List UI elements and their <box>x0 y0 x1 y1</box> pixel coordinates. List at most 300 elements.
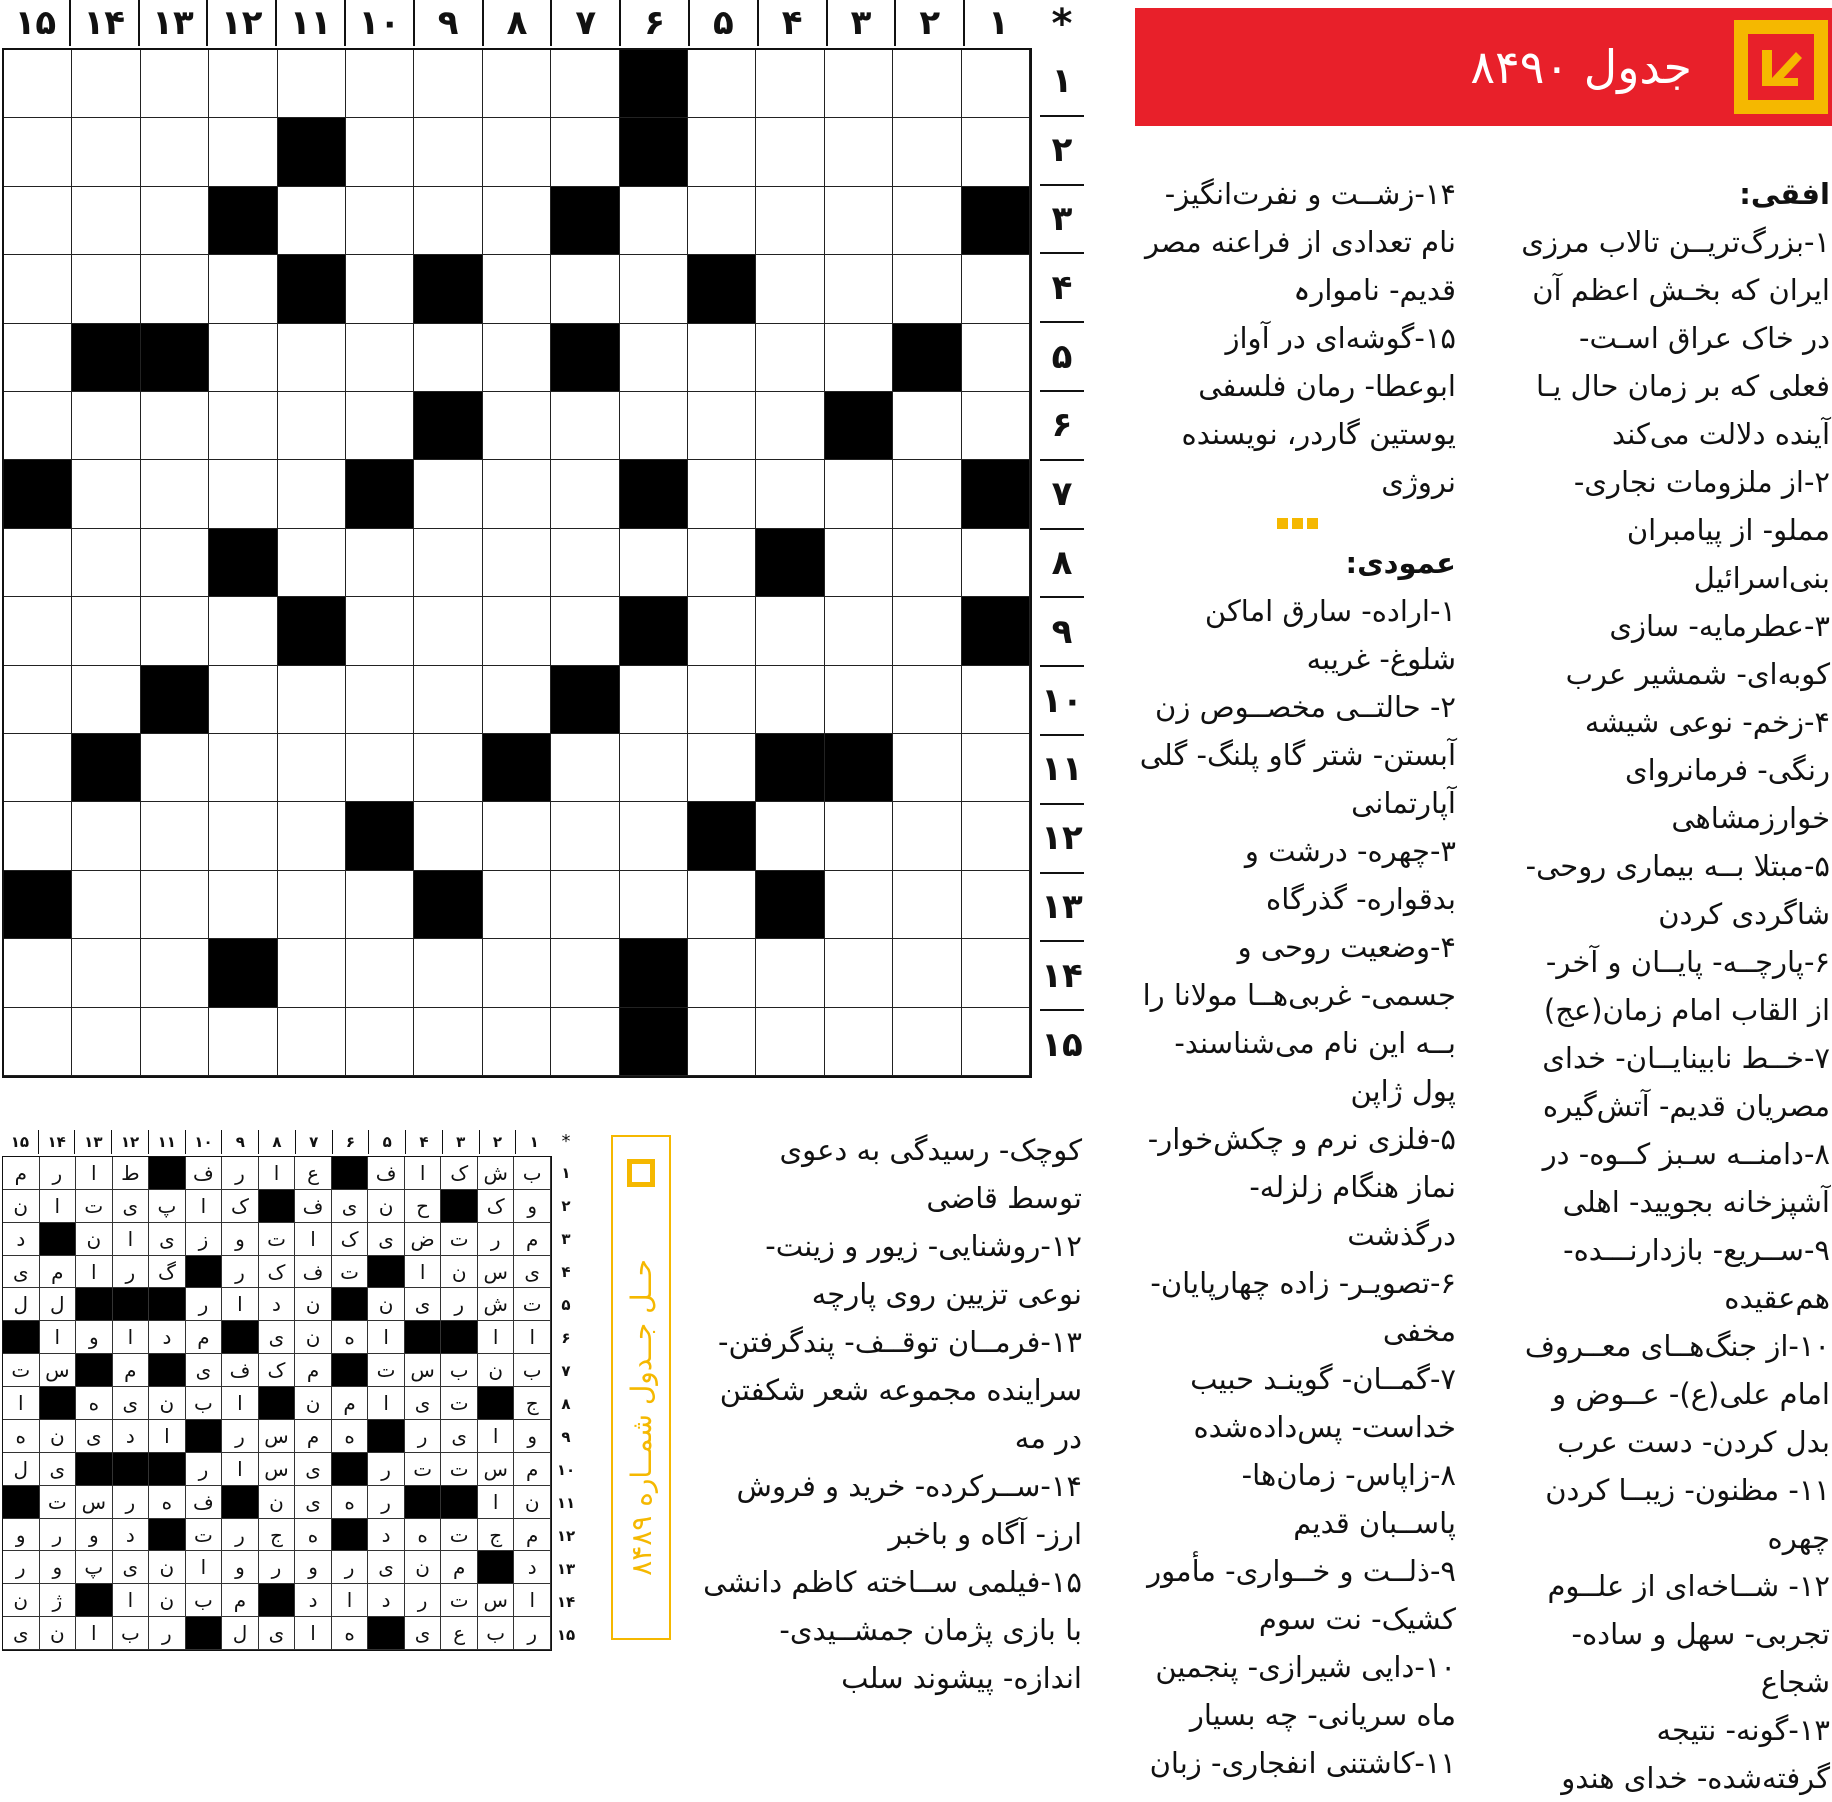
solution-cell: ه <box>332 1420 369 1453</box>
grid-cell[interactable] <box>893 118 961 186</box>
grid-cell[interactable] <box>620 392 688 460</box>
grid-cell[interactable] <box>962 50 1030 118</box>
grid-cell[interactable] <box>688 324 756 392</box>
grid-cell[interactable] <box>278 392 346 460</box>
grid-cell[interactable] <box>278 939 346 1007</box>
solution-cell: ا <box>186 1551 223 1584</box>
grid-cell[interactable] <box>551 871 619 939</box>
grid-cell[interactable] <box>756 187 824 255</box>
grid-cell[interactable] <box>141 871 209 939</box>
solution-cell: م <box>113 1354 150 1387</box>
solution-row-number: ۸ <box>561 1394 571 1413</box>
grid-cell[interactable] <box>414 939 482 1007</box>
clue-item: ۳-عطرمایه- سازی کوبه‌ای- شمشیر عرب <box>1565 609 1830 691</box>
row-number: ۱۱ <box>1040 734 1084 803</box>
grid-cell[interactable] <box>825 50 893 118</box>
grid-cell[interactable] <box>72 939 140 1007</box>
solution-cell: د <box>368 1519 405 1552</box>
grid-cell[interactable] <box>551 529 619 597</box>
grid-cell[interactable] <box>483 1008 551 1076</box>
grid-cell[interactable] <box>893 871 961 939</box>
grid-cell[interactable] <box>4 734 72 802</box>
grid-cell[interactable] <box>209 392 277 460</box>
solution-cell: ی <box>3 1256 40 1289</box>
solution-cell: ه <box>332 1486 369 1519</box>
clue-item: ۴-زخم- نوعی شیشه رنگی- فرمانروای خوارزمشاهی <box>1584 705 1830 835</box>
grid-cell[interactable] <box>141 1008 209 1076</box>
solution-cell: ا <box>478 1321 515 1354</box>
clue-item: ۵-فلزی نرم و چکش‌خوار- نماز هنگام زلزله- درگذشت <box>1147 1122 1456 1252</box>
grid-cell[interactable] <box>756 802 824 870</box>
grid-cell[interactable] <box>346 324 414 392</box>
solution-row-number: ۱ <box>561 1163 571 1182</box>
grid-cell[interactable] <box>893 734 961 802</box>
grid-cell[interactable] <box>893 460 961 528</box>
grid-cell[interactable] <box>346 1008 414 1076</box>
grid-cell[interactable] <box>551 597 619 665</box>
grid-cell[interactable] <box>346 529 414 597</box>
grid-cell[interactable] <box>483 871 551 939</box>
solution-black-cell <box>222 1321 259 1354</box>
grid-cell[interactable] <box>346 50 414 118</box>
grid-cell[interactable] <box>483 50 551 118</box>
grid-cell[interactable] <box>278 529 346 597</box>
crossword-grid <box>2 48 1032 1078</box>
grid-cell[interactable] <box>4 529 72 597</box>
grid-cell[interactable] <box>483 597 551 665</box>
grid-cell[interactable] <box>825 255 893 323</box>
grid-cell[interactable] <box>4 1008 72 1076</box>
grid-cell[interactable] <box>141 118 209 186</box>
solution-black-cell <box>368 1256 405 1289</box>
clue-item: ۱۳-گونه- نتیجه گرفته‌شده- خدای هندو <box>1561 1713 1830 1795</box>
grid-cell[interactable] <box>4 118 72 186</box>
solution-cell: ی <box>295 1453 332 1486</box>
grid-cell[interactable] <box>141 187 209 255</box>
solution-cell: س <box>259 1453 296 1486</box>
grid-cell[interactable] <box>962 255 1030 323</box>
grid-black-cell <box>756 529 824 597</box>
solution-cell: م <box>514 1519 551 1552</box>
grid-cell[interactable] <box>551 1008 619 1076</box>
grid-cell[interactable] <box>756 324 824 392</box>
solution-black-cell <box>40 1387 77 1420</box>
solution-black-cell <box>259 1584 296 1617</box>
grid-cell[interactable] <box>893 1008 961 1076</box>
clue-item: ۵-مبتلا بــه بیماری روحی- شاگردی کردن <box>1525 849 1830 931</box>
grid-cell[interactable] <box>346 255 414 323</box>
solution-cell: ا <box>113 1223 150 1256</box>
solution-black-cell <box>332 1354 369 1387</box>
grid-cell[interactable] <box>72 871 140 939</box>
grid-cell[interactable] <box>962 118 1030 186</box>
grid-cell[interactable] <box>756 118 824 186</box>
solution-cell: و <box>222 1223 259 1256</box>
grid-cell[interactable] <box>756 50 824 118</box>
grid-cell[interactable] <box>893 939 961 1007</box>
grid-cell[interactable] <box>483 460 551 528</box>
grid-cell[interactable] <box>551 118 619 186</box>
grid-cell[interactable] <box>414 1008 482 1076</box>
grid-cell[interactable] <box>209 802 277 870</box>
grid-cell[interactable] <box>551 460 619 528</box>
solution-cell: س <box>259 1420 296 1453</box>
solution-cell: ف <box>295 1190 332 1223</box>
solution-cell: ی <box>405 1617 442 1650</box>
row-numbers <box>1040 48 1084 1078</box>
grid-cell[interactable] <box>278 666 346 734</box>
grid-cell[interactable] <box>141 460 209 528</box>
grid-cell[interactable] <box>414 529 482 597</box>
solution-cell: ک <box>332 1223 369 1256</box>
column-number: ۱۲ <box>206 0 275 46</box>
grid-cell[interactable] <box>346 392 414 460</box>
grid-black-cell <box>483 734 551 802</box>
grid-cell[interactable] <box>4 392 72 460</box>
grid-cell[interactable] <box>962 734 1030 802</box>
grid-cell[interactable] <box>346 734 414 802</box>
grid-cell[interactable] <box>893 187 961 255</box>
grid-cell[interactable] <box>825 118 893 186</box>
solution-cell: ا <box>295 1617 332 1650</box>
grid-cell[interactable] <box>688 392 756 460</box>
grid-cell[interactable] <box>551 392 619 460</box>
solution-cell: ر <box>368 1453 405 1486</box>
solution-cell: ن <box>76 1223 113 1256</box>
grid-cell[interactable] <box>4 187 72 255</box>
solution-cell: ع <box>441 1617 478 1650</box>
grid-cell[interactable] <box>4 597 72 665</box>
grid-cell[interactable] <box>962 666 1030 734</box>
clue-item: ۱۰-دایی شیرازی- پنجمین ماه سریانی- چه بسیار <box>1155 1650 1456 1732</box>
grid-cell[interactable] <box>688 460 756 528</box>
grid-cell[interactable] <box>141 939 209 1007</box>
grid-cell[interactable] <box>962 392 1030 460</box>
grid-cell[interactable] <box>962 939 1030 1007</box>
solution-cell: ن <box>3 1190 40 1223</box>
grid-cell[interactable] <box>209 118 277 186</box>
solution-black-cell <box>3 1486 40 1519</box>
grid-cell[interactable] <box>756 939 824 1007</box>
grid-cell[interactable] <box>688 734 756 802</box>
grid-cell[interactable] <box>893 597 961 665</box>
solution-cell: ر <box>332 1551 369 1584</box>
solution-cell: م <box>295 1354 332 1387</box>
grid-cell[interactable] <box>209 324 277 392</box>
clue-item: ۷-خــط نابینایــان- خدای مصریان قدیم- آتش‌گیره <box>1542 1041 1830 1123</box>
grid-cell[interactable] <box>414 734 482 802</box>
grid-cell[interactable] <box>893 392 961 460</box>
arrow-icon <box>1748 34 1814 100</box>
solution-cell: ر <box>149 1617 186 1650</box>
grid-cell[interactable] <box>620 187 688 255</box>
grid-black-cell <box>962 460 1030 528</box>
grid-cell[interactable] <box>4 255 72 323</box>
grid-cell[interactable] <box>414 324 482 392</box>
grid-black-cell <box>620 118 688 186</box>
grid-cell[interactable] <box>551 802 619 870</box>
grid-cell[interactable] <box>620 255 688 323</box>
grid-cell[interactable] <box>483 802 551 870</box>
grid-cell[interactable] <box>756 597 824 665</box>
solution-cell: م <box>3 1157 40 1190</box>
column-numbers <box>2 0 1032 46</box>
grid-cell[interactable] <box>346 939 414 1007</box>
solution-black-cell <box>405 1321 442 1354</box>
grid-cell[interactable] <box>278 50 346 118</box>
solution-column-number: ۱۳ <box>74 1130 111 1154</box>
grid-cell[interactable] <box>346 871 414 939</box>
grid-cell[interactable] <box>346 187 414 255</box>
grid-cell[interactable] <box>72 118 140 186</box>
grid-cell[interactable] <box>209 597 277 665</box>
grid-black-cell <box>4 871 72 939</box>
clue-item: ۱-بزرگ‌تریــن تالاب مرزی ایران که بخـش اعظم آن در خاک عراق اسـت- فعلی که بر زمان حال یـا آینده دلالت می‌کند <box>1521 225 1830 451</box>
row-number: ۱۲ <box>1040 803 1084 872</box>
grid-cell[interactable] <box>620 529 688 597</box>
grid-cell[interactable] <box>4 939 72 1007</box>
solution-cell: ت <box>368 1354 405 1387</box>
grid-cell[interactable] <box>551 939 619 1007</box>
solution-column-number: ۳ <box>442 1130 479 1154</box>
grid-cell[interactable] <box>414 118 482 186</box>
grid-cell[interactable] <box>4 50 72 118</box>
grid-black-cell <box>688 255 756 323</box>
solution-logo-icon <box>627 1159 655 1187</box>
grid-cell[interactable] <box>414 50 482 118</box>
grid-cell[interactable] <box>72 529 140 597</box>
grid-cell[interactable] <box>483 255 551 323</box>
grid-cell[interactable] <box>756 460 824 528</box>
grid-cell[interactable] <box>893 802 961 870</box>
solution-cell: م <box>222 1584 259 1617</box>
solution-cell: ک <box>222 1190 259 1223</box>
solution-cell: ا <box>222 1288 259 1321</box>
grid-cell[interactable] <box>141 50 209 118</box>
grid-cell[interactable] <box>278 871 346 939</box>
solution-cell: ض <box>405 1223 442 1256</box>
grid-black-cell <box>414 255 482 323</box>
grid-cell[interactable] <box>483 187 551 255</box>
grid-cell[interactable] <box>278 1008 346 1076</box>
grid-cell[interactable] <box>72 50 140 118</box>
grid-cell[interactable] <box>825 324 893 392</box>
grid-cell[interactable] <box>688 871 756 939</box>
solution-cell: ی <box>186 1354 223 1387</box>
grid-cell[interactable] <box>620 734 688 802</box>
grid-cell[interactable] <box>209 460 277 528</box>
grid-cell[interactable] <box>141 255 209 323</box>
grid-cell[interactable] <box>278 734 346 802</box>
grid-cell[interactable] <box>141 392 209 460</box>
grid-cell[interactable] <box>72 1008 140 1076</box>
grid-cell[interactable] <box>141 597 209 665</box>
grid-cell[interactable] <box>414 187 482 255</box>
grid-cell[interactable] <box>346 597 414 665</box>
solution-cell: م <box>441 1551 478 1584</box>
grid-cell[interactable] <box>962 802 1030 870</box>
grid-cell[interactable] <box>893 666 961 734</box>
header-banner <box>1135 8 1832 126</box>
grid-cell[interactable] <box>756 392 824 460</box>
grid-cell[interactable] <box>551 255 619 323</box>
grid-cell[interactable] <box>620 802 688 870</box>
grid-cell[interactable] <box>72 187 140 255</box>
grid-cell[interactable] <box>688 939 756 1007</box>
solution-cell: م <box>295 1420 332 1453</box>
grid-cell[interactable] <box>893 529 961 597</box>
grid-cell[interactable] <box>4 802 72 870</box>
grid-cell[interactable] <box>209 666 277 734</box>
solution-black-cell <box>76 1584 113 1617</box>
solution-row-number: ۹ <box>561 1427 571 1446</box>
clue-item: ۴-وضعیت روحی و جسمی- غربی‌هــا مولانا را بــه این نام می‌شناسند- پول ژاپن <box>1142 930 1456 1108</box>
grid-cell[interactable] <box>346 666 414 734</box>
grid-cell[interactable] <box>72 255 140 323</box>
grid-cell[interactable] <box>72 392 140 460</box>
solution-cell: ی <box>259 1321 296 1354</box>
grid-cell[interactable] <box>893 255 961 323</box>
solution-cell: ن <box>295 1288 332 1321</box>
column-number: ۵ <box>688 0 757 46</box>
grid-black-cell <box>141 666 209 734</box>
grid-cell[interactable] <box>278 460 346 528</box>
solution-cell: د <box>113 1420 150 1453</box>
grid-cell[interactable] <box>483 392 551 460</box>
grid-cell[interactable] <box>414 460 482 528</box>
grid-cell[interactable] <box>756 666 824 734</box>
solution-cell: ل <box>222 1617 259 1650</box>
solution-cell: ی <box>368 1223 405 1256</box>
grid-cell[interactable] <box>483 324 551 392</box>
grid-cell[interactable] <box>825 529 893 597</box>
solution-cell: و <box>40 1551 77 1584</box>
grid-cell[interactable] <box>346 118 414 186</box>
grid-cell[interactable] <box>72 802 140 870</box>
grid-cell[interactable] <box>4 324 72 392</box>
grid-cell[interactable] <box>825 187 893 255</box>
solution-black-cell <box>113 1453 150 1486</box>
grid-cell[interactable] <box>209 255 277 323</box>
solution-cell: ب <box>514 1354 551 1387</box>
grid-cell[interactable] <box>141 734 209 802</box>
grid-cell[interactable] <box>893 50 961 118</box>
solution-column-number: ۸ <box>258 1130 295 1154</box>
solution-cell: ت <box>76 1190 113 1223</box>
solution-cell: ی <box>113 1190 150 1223</box>
solution-cell: ش <box>478 1288 515 1321</box>
grid-cell[interactable] <box>825 1008 893 1076</box>
solution-cell: ر <box>222 1256 259 1289</box>
grid-cell[interactable] <box>620 666 688 734</box>
grid-cell[interactable] <box>4 666 72 734</box>
solution-cell: ر <box>222 1519 259 1552</box>
solution-cell: پ <box>76 1551 113 1584</box>
solution-cell: ت <box>441 1519 478 1552</box>
clue-item: ۱۱-کاشتنی انفجاری- زبان <box>1149 1746 1456 1780</box>
grid-cell[interactable] <box>414 802 482 870</box>
grid-cell[interactable] <box>551 734 619 802</box>
grid-cell[interactable] <box>620 324 688 392</box>
grid-cell[interactable] <box>825 802 893 870</box>
solution-cell: س <box>478 1256 515 1289</box>
grid-cell[interactable] <box>756 255 824 323</box>
grid-cell[interactable] <box>962 529 1030 597</box>
grid-cell[interactable] <box>414 666 482 734</box>
grid-cell[interactable] <box>483 666 551 734</box>
grid-cell[interactable] <box>962 1008 1030 1076</box>
grid-cell[interactable] <box>141 529 209 597</box>
solution-column-number: ۵ <box>368 1130 405 1154</box>
solution-cell: ا <box>40 1321 77 1354</box>
grid-cell[interactable] <box>278 187 346 255</box>
solution-column-number: ۱۵ <box>10 1133 30 1151</box>
grid-cell[interactable] <box>756 1008 824 1076</box>
grid-cell[interactable] <box>688 666 756 734</box>
grid-cell[interactable] <box>825 597 893 665</box>
grid-cell[interactable] <box>688 118 756 186</box>
grid-black-cell <box>551 187 619 255</box>
solution-cell: و <box>295 1551 332 1584</box>
solution-black-cell <box>368 1617 405 1650</box>
grid-corner-star: * <box>1051 1 1073 47</box>
solution-cell: ا <box>405 1256 442 1289</box>
grid-cell[interactable] <box>688 529 756 597</box>
clue-item: ۱۴-زشــت و نفرت‌انگیز- نام تعدادی از فراعنه مصر قدیم- ناموارہ <box>1145 177 1456 307</box>
grid-cell[interactable] <box>209 734 277 802</box>
grid-black-cell <box>825 734 893 802</box>
grid-cell[interactable] <box>551 50 619 118</box>
grid-cell[interactable] <box>483 529 551 597</box>
solution-black-cell <box>186 1256 223 1289</box>
grid-cell[interactable] <box>620 871 688 939</box>
grid-cell[interactable] <box>825 460 893 528</box>
grid-cell[interactable] <box>688 1008 756 1076</box>
grid-cell[interactable] <box>278 802 346 870</box>
solution-cell: ر <box>3 1551 40 1584</box>
solution-cell: ش <box>478 1157 515 1190</box>
grid-cell[interactable] <box>483 939 551 1007</box>
grid-cell[interactable] <box>209 1008 277 1076</box>
grid-cell[interactable] <box>825 871 893 939</box>
grid-cell[interactable] <box>278 324 346 392</box>
grid-cell[interactable] <box>688 187 756 255</box>
solution-black-cell <box>368 1420 405 1453</box>
row-number: ۹ <box>1040 596 1084 665</box>
solution-cell: ب <box>441 1354 478 1387</box>
grid-cell[interactable] <box>688 50 756 118</box>
grid-cell[interactable] <box>962 871 1030 939</box>
grid-cell[interactable] <box>962 324 1030 392</box>
grid-cell[interactable] <box>414 597 482 665</box>
solution-black-cell <box>186 1420 223 1453</box>
solution-black-cell <box>441 1190 478 1223</box>
grid-cell[interactable] <box>483 118 551 186</box>
solution-column-number: ۱۰ <box>185 1130 222 1154</box>
grid-cell[interactable] <box>825 939 893 1007</box>
grid-cell[interactable] <box>141 802 209 870</box>
grid-cell[interactable] <box>209 871 277 939</box>
grid-cell[interactable] <box>688 597 756 665</box>
grid-cell[interactable] <box>72 597 140 665</box>
grid-cell[interactable] <box>72 666 140 734</box>
column-number: ۱۳ <box>138 0 207 46</box>
grid-cell[interactable] <box>825 666 893 734</box>
solution-cell: د <box>113 1519 150 1552</box>
solution-black-cell <box>76 1288 113 1321</box>
grid-cell[interactable] <box>209 50 277 118</box>
grid-cell[interactable] <box>72 460 140 528</box>
